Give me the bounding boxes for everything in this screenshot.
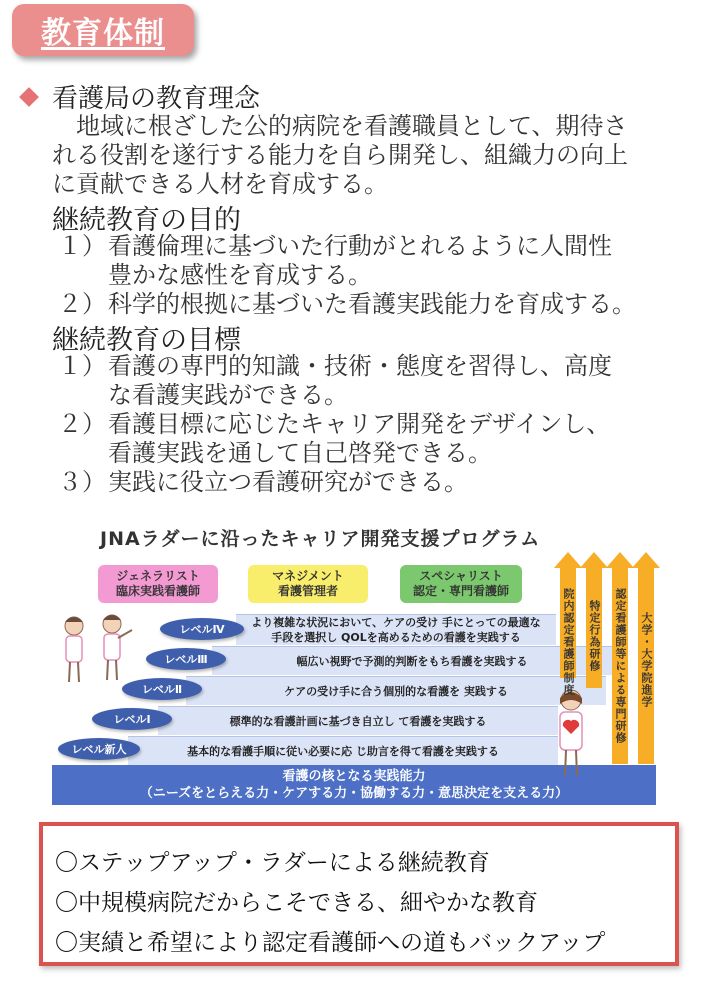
step-text: 標準的な看護計画に基づき自立し て看護を実践する: [229, 714, 487, 728]
page-title-tag: [12, 4, 194, 56]
item-text-cont: 看護実践を通して自己啓発できる。: [108, 439, 492, 467]
philosophy-heading: [22, 78, 260, 115]
step-text: より複雑な状況において、ケアの受け 手にとっての最適な: [251, 616, 541, 629]
diamond-bullet-icon: [19, 87, 39, 107]
category-line: マネジメント: [272, 569, 344, 583]
item-text: 看護倫理に基づいた行動がとれるように人間性: [108, 232, 612, 260]
philosophy-text: [52, 112, 702, 199]
step-text: 基本的な看護手順に従い必要に応 じ助言を得て看護を実践する: [187, 744, 499, 758]
item-number: ２）: [58, 410, 106, 438]
highlight-item: 〇ステップアップ・ラダーによる継続教育: [55, 850, 490, 876]
category-line: 臨床実践看護師: [115, 584, 200, 598]
step-text: ケアの受け手に合う個別的な看護を 実践する: [284, 684, 508, 698]
item-text: 看護の専門的知識・技術・態度を習得し、高度: [108, 352, 612, 380]
level-badge-4: レベルⅣ: [160, 618, 244, 640]
item-number: ３）: [58, 468, 106, 496]
diagram-title: JNAラダーに沿ったキャリア開発支援プログラム: [100, 528, 541, 550]
category-management: [248, 565, 368, 603]
ladder-step-level2: [186, 676, 606, 705]
philosophy-line: 地域に根ざした公的病院を看護職員として、期待さ: [52, 112, 628, 140]
nurse-heart-illustration: [548, 688, 594, 780]
purpose-item: [58, 232, 698, 290]
purpose-heading: 継続教育の目的: [52, 205, 241, 236]
arrow-label: 認定看護師等による専門研修: [614, 588, 627, 744]
item-text: 看護目標に応じたキャリア開発をデザインし、: [108, 410, 611, 438]
highlights-box: [39, 822, 679, 966]
ladder-step-level3: [212, 646, 612, 675]
arrow-label: 特定行為研修: [588, 600, 601, 672]
purpose-item: [58, 290, 698, 319]
goals-item: [58, 468, 698, 497]
item-number: ２）: [58, 290, 106, 318]
arrow-label: 大学・大学院進学: [640, 612, 653, 708]
level-badge-3: レベルⅢ: [146, 648, 226, 670]
level-badge-2: レベルⅡ: [122, 678, 202, 700]
philosophy-heading-text: 看護局の教育理念: [52, 84, 261, 114]
highlight-item: 〇実績と希望により認定看護師への道もバックアップ: [55, 930, 606, 956]
base-line: 看護の核となる実践能力: [282, 769, 426, 784]
item-number: １）: [58, 352, 106, 380]
item-text-cont: 豊かな感性を育成する。: [108, 261, 372, 289]
goals-item: [58, 410, 698, 468]
category-line: スペシャリスト: [419, 569, 503, 583]
step-text: 手段を選択し QOLを高めるための看護を実践する: [271, 631, 521, 644]
item-text: 実践に役立つ看護研究ができる。: [108, 468, 468, 496]
category-line: 認定・専門看護師: [412, 584, 509, 598]
category-line: ジェネラリスト: [116, 569, 200, 583]
category-line: 看護管理者: [277, 584, 338, 598]
item-text-cont: な看護実践ができる。: [108, 381, 348, 409]
ladder-step-level1: [158, 706, 558, 735]
highlight-item: 〇中規模病院だからこそできる、細やかな教育: [55, 890, 538, 916]
step-text: 幅広い視野で予測的判断をもち看護を実践する: [296, 654, 528, 668]
ladder-step-level4: [236, 614, 556, 645]
category-generalist: [98, 565, 218, 603]
level-badge-1: レベルⅠ: [92, 708, 172, 730]
philosophy-line: れる役割を遂行する能力を自ら開発し、組織力の向上: [52, 141, 628, 169]
nurses-illustration: [52, 610, 142, 690]
goals-heading: 継続教育の目標: [52, 325, 241, 356]
item-text: 科学的根拠に基づいた看護実践能力を育成する。: [108, 290, 636, 318]
ladder-step-new: [128, 736, 558, 765]
goals-item: [58, 352, 698, 410]
page-title: 教育体制: [41, 16, 165, 51]
category-specialist: [400, 565, 522, 603]
philosophy-line: に貢献できる人材を育成する。: [52, 170, 388, 198]
level-badge-new: レベル新人: [58, 738, 140, 760]
arrow-label: 院内認定看護師制度: [562, 588, 575, 696]
base-line: （ニーズをとらえる力・ケアする力・協働する力・意思決定を支える力）: [139, 786, 569, 801]
item-number: １）: [58, 232, 106, 260]
